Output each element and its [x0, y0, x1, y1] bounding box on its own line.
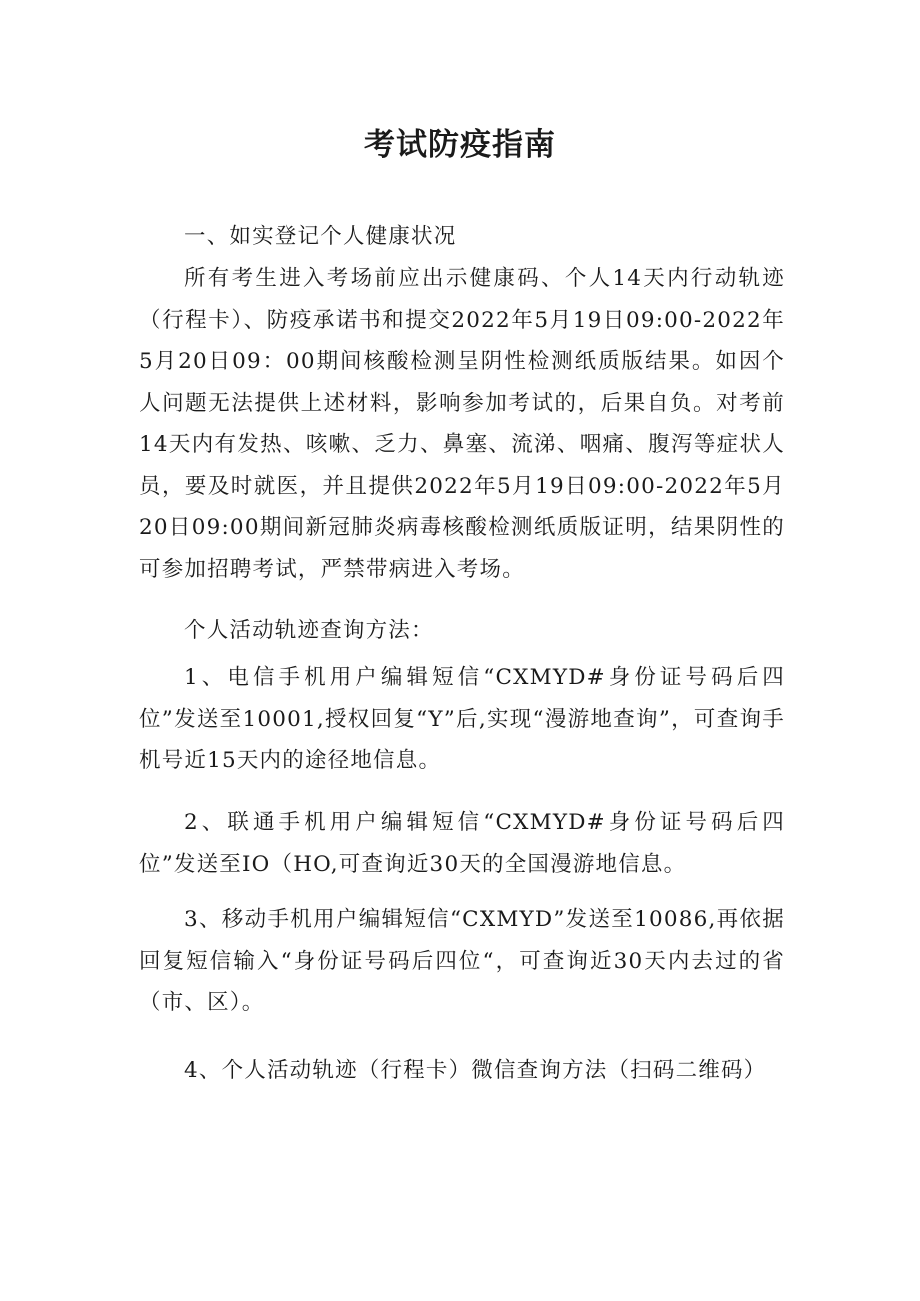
health-requirements-paragraph: 所有考生进入考场前应出示健康码、个人14天内行动轨迹（行程卡）、防疫承诺书和提交2022年5月19日09:00-2022年5月20日09：00期间核酸检测呈阴性检测纸质版结果。如因个人问题无法提供上述材料，影响参加考试的，后果自负。对考前14天内有发热、咳嗽、乏力、鼻塞、流涕、咽痛、腹泻等症状人员，要及时就医，并且提供2022年5月19日09:00-2022年5月20日09:00期间新冠肺炎病毒核酸检测纸质版证明，结果阴性的可参加招聘考试，严禁带病进入考场。	[139, 266, 785, 582]
query-methods-heading: 个人活动轨迹查询方法：	[184, 618, 434, 643]
document-title: 考试防疫指南	[364, 127, 556, 163]
telecom-query-item: 1、电信手机用户编辑短信“CXMYD#身份证号码后四位”发送至10001,授权回复“Y”后,实现“漫游地查询”，可查询手机号近15天内的途径地信息。	[139, 665, 785, 773]
section-heading: 一、如实登记个人健康状况	[184, 224, 457, 249]
mobile-query-item: 3、移动手机用户编辑短信“CXMYD”发送至10086,再依据回复短信输入“身份证号码后四位“，可查询近30天内去过的省（市、区）。	[139, 907, 785, 1015]
unicom-query-item: 2、联通手机用户编辑短信“CXMYD#身份证号码后四位”发送至IO（HO,可查询近30天的全国漫游地信息。	[139, 810, 785, 877]
wechat-query-item: 4、个人活动轨迹（行程卡）微信查询方法（扫码二维码）	[184, 1058, 767, 1083]
